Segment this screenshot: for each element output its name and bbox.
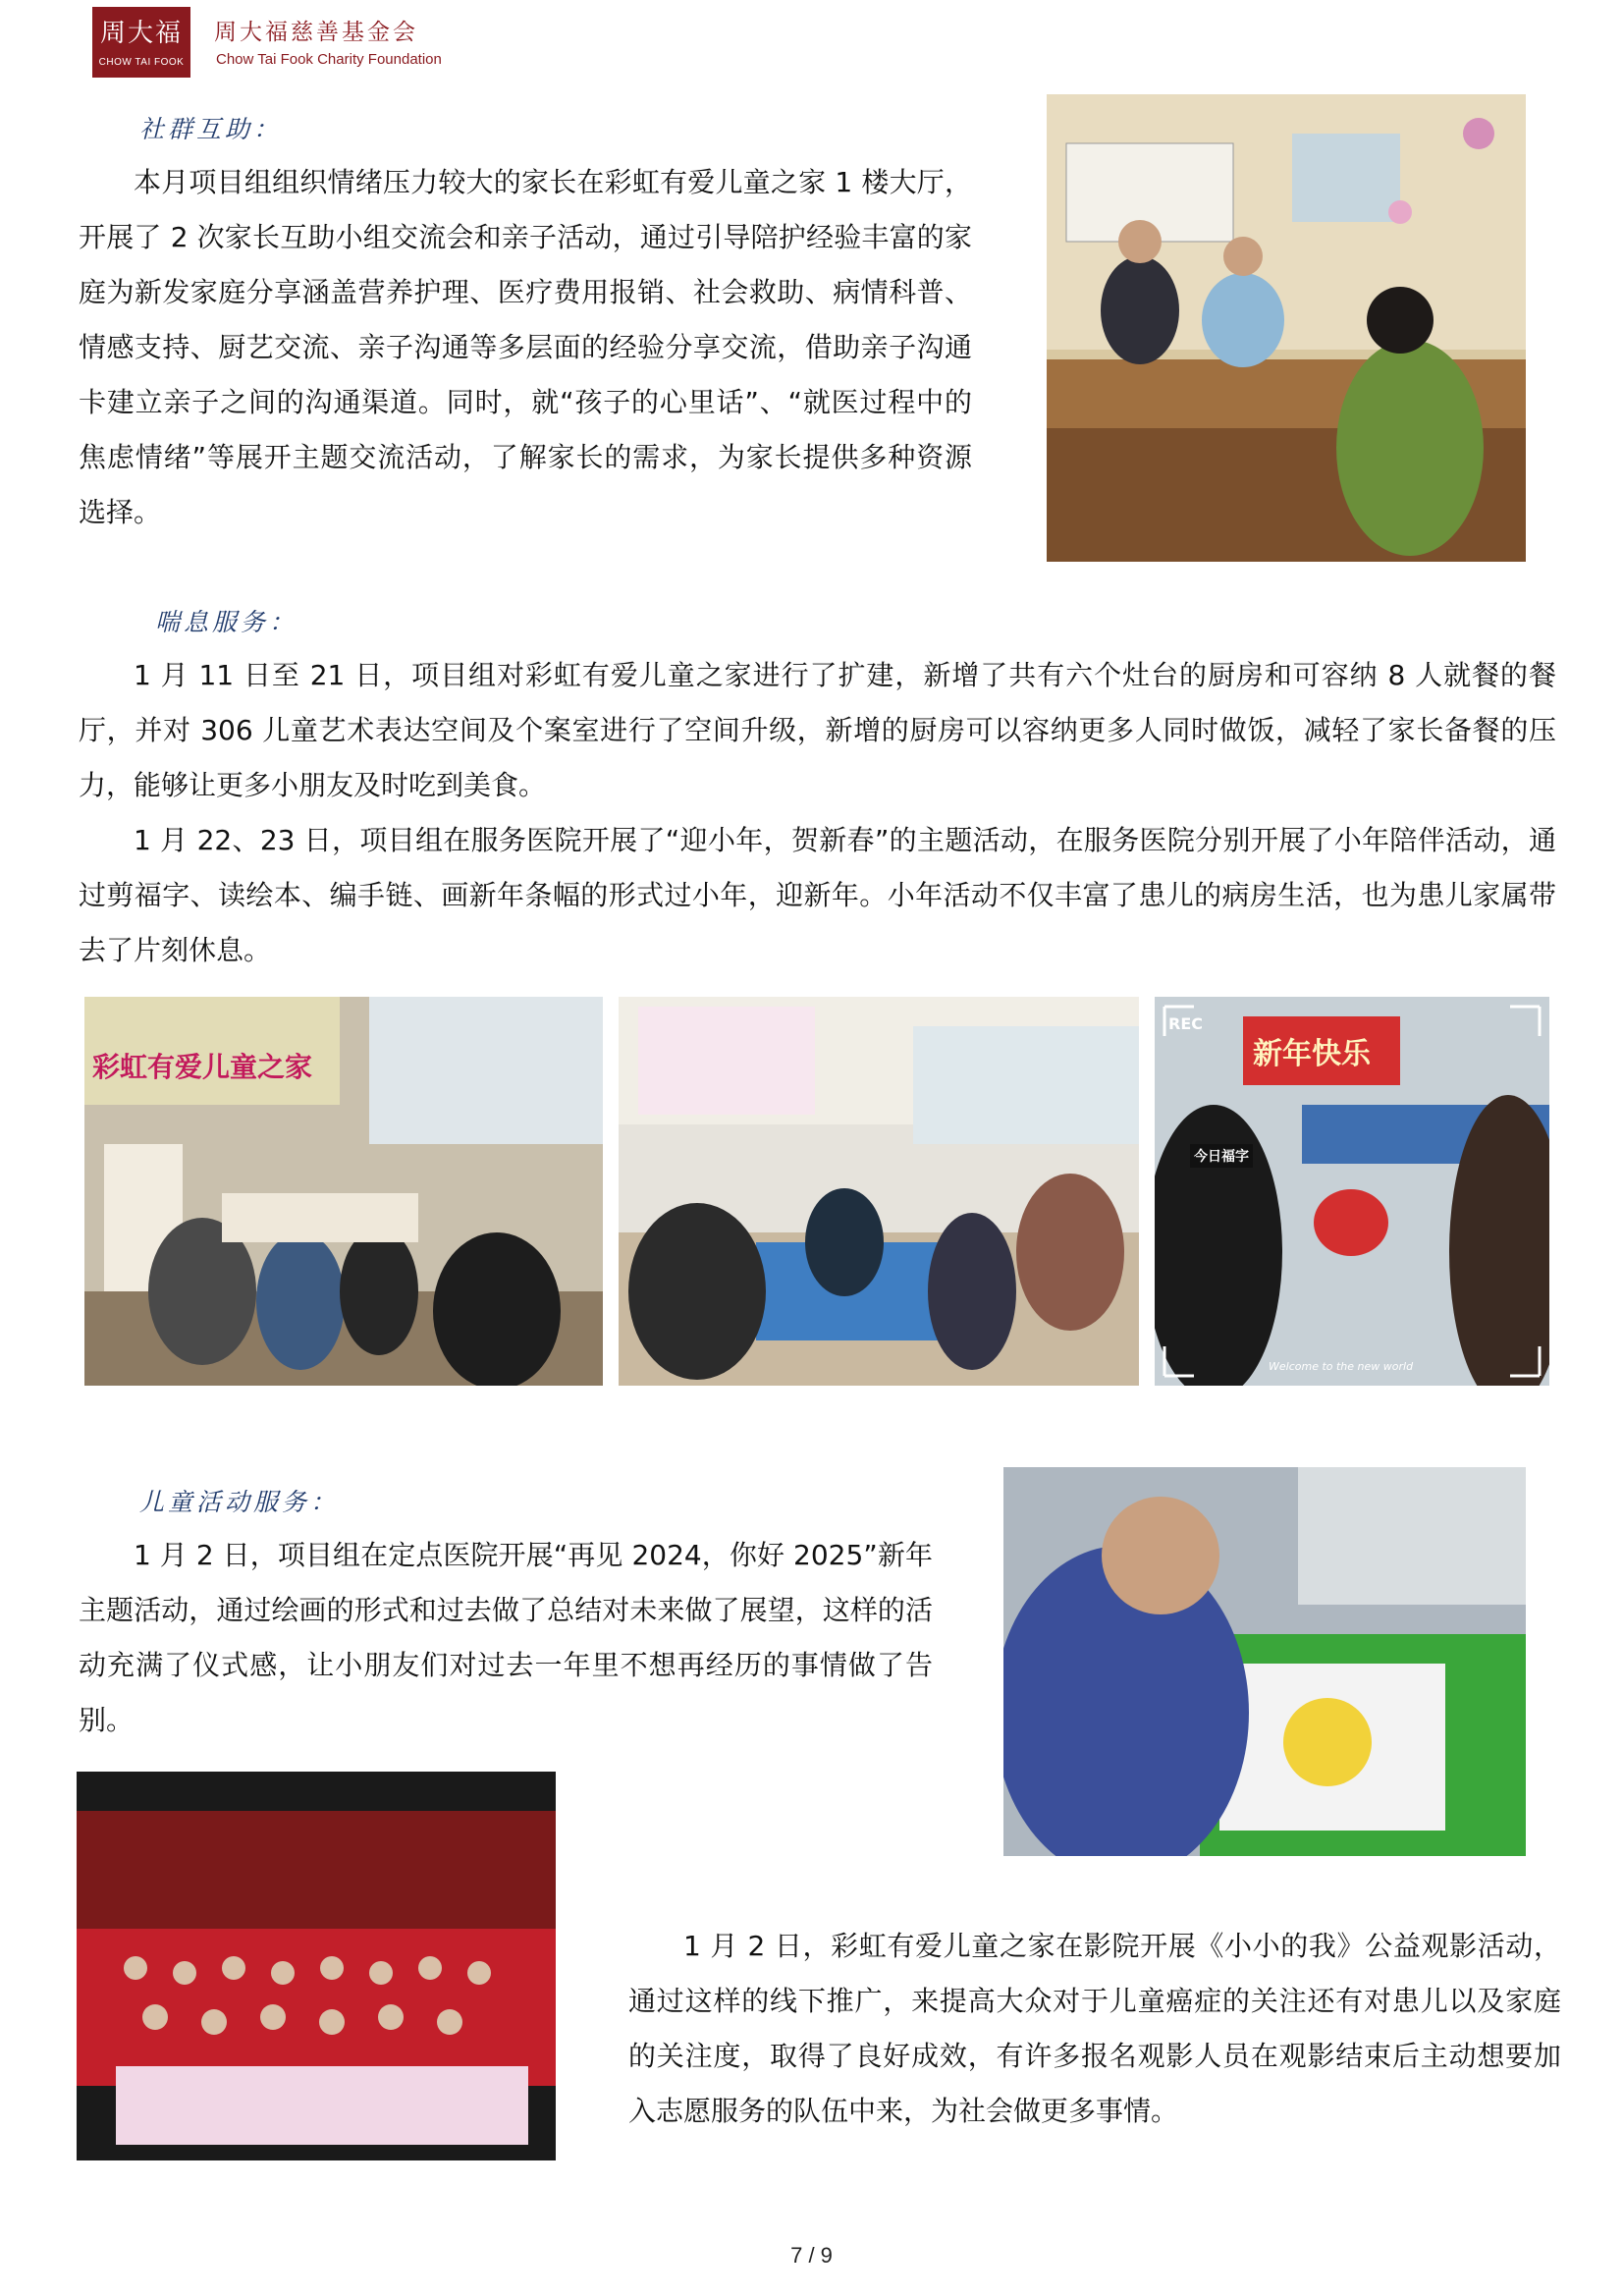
welcome-caption: Welcome to the new world (1269, 1360, 1414, 1373)
children-paragraph-1: 1 月 2 日，项目组在定点医院开展“再见 2024，你好 2025”新年主题活动，通过绘画的形式和过去做了总结对未来做了展望，这样的活动充满了仪式感，让小朋友们对过去一年里不想再经历的事情做了告别。 (79, 1539, 933, 1736)
painting-activity-image (1003, 1467, 1526, 1856)
new-year-banner: 新年快乐 (1253, 1037, 1371, 1071)
org-name-en: Chow Tai Fook Charity Foundation (216, 51, 442, 68)
community-paragraph: 本月项目组组织情绪压力较大的家长在彩虹有爱儿童之家 1 楼大厅，开展了 2 次家长互助小组交流会和亲子活动，通过引导陪护经验丰富的家庭为新发家庭分享涵盖营养护理、医疗费用报销、社会救助、病情科普、情感支持、厨艺交流、亲子沟通等多层面的经验分享交流，借助亲子沟通卡建立亲子之间的沟通渠道。同时，就“孩子的心里话”、“就医过程中的焦虑情绪”等展开主题交流活动，了解家长的需求，为家长提供多种资源选择。 (79, 166, 972, 528)
org-name-cn: 周大福慈善基金会 (214, 20, 418, 45)
rec-label: REC (1168, 1014, 1203, 1033)
photo-rainbow-home-activity (84, 997, 603, 1386)
section-heading-children: 儿童活动服务： (139, 1488, 340, 1516)
fu-label: 今日福字 (1190, 1144, 1253, 1168)
photo-cinema (77, 1772, 556, 2160)
parent-meeting-image (1047, 94, 1526, 562)
photo-fu-character (1155, 997, 1549, 1386)
hospital-craft-image (619, 997, 1139, 1386)
brand-logo (92, 7, 190, 78)
logo-text-cn: 周大福 (99, 19, 183, 48)
section-heading-respite: 喘息服务： (155, 608, 298, 636)
photo-parent-meeting (1047, 94, 1526, 562)
section-heading-community: 社群互助： (139, 115, 283, 143)
respite-paragraph-2: 1 月 22、23 日，项目组在服务医院开展了“迎小年，贺新春”的主题活动，在服务医院分别开展了小年陪伴活动，通过剪福字、读绘本、编手链、画新年条幅的形式过小年，迎新年。小年活动不仅丰富了患儿的病房生活，也为患儿家属带去了片刻休息。 (79, 824, 1556, 966)
respite-paragraph-1: 1 月 11 日至 21 日，项目组对彩虹有爱儿童之家进行了扩建，新增了共有六个灶台的厨房和可容纳 8 人就餐的餐厅，并对 306 儿童艺术表达空间及个案室进行了空间升级，新增的厨房可以容纳更多人同时做饭，减轻了家长备餐的压力，能够让更多小朋友及时吃到美食。 (79, 659, 1556, 801)
photo-painting-activity (1003, 1467, 1526, 1856)
page-number: 7 / 9 (790, 2243, 833, 2268)
children-paragraph-2: 1 月 2 日，彩虹有爱儿童之家在影院开展《小小的我》公益观影活动，通过这样的线下推广，来提高大众对于儿童癌症的关注还有对患儿以及家庭的关注度，取得了良好成效，有许多报名观影人员在观影结束后主动想要加入志愿服务的队伍中来，为社会做更多事情。 (628, 1930, 1561, 2127)
photo-hospital-craft (619, 997, 1139, 1386)
cinema-image (77, 1772, 556, 2160)
rainbow-home-sign: 彩虹有爱儿童之家 (92, 1051, 313, 1083)
logo-text-en: CHOW TAI FOOK (98, 57, 185, 68)
